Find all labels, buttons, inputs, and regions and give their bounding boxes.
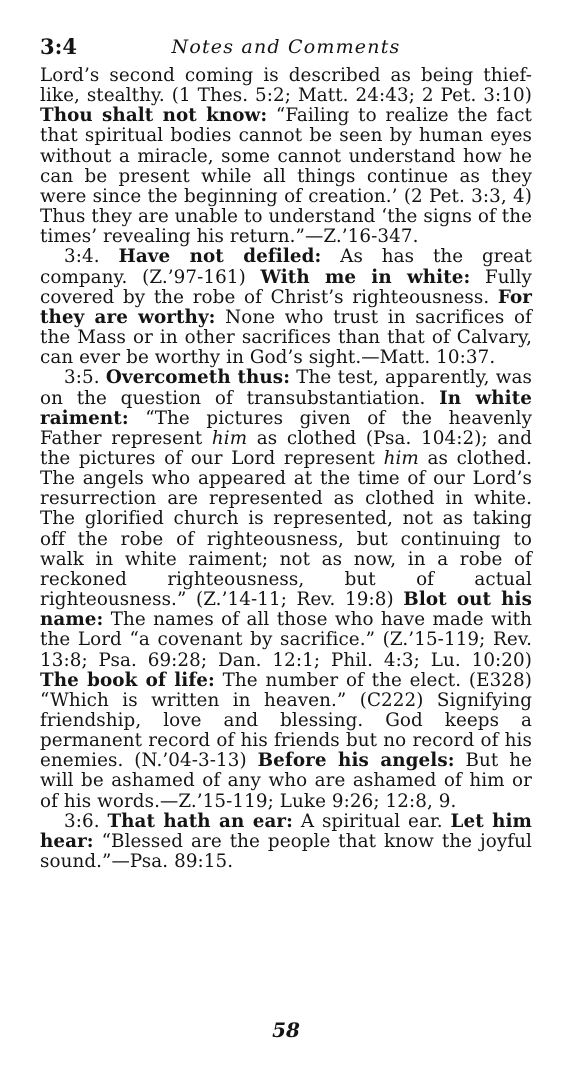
body-text-run: 3:6.	[64, 810, 108, 832]
chapter-verse-ref: 3:4	[40, 34, 77, 59]
body-text-run: But he will be ashamed of any who are ashamed of him or of his words.—Z.’15-119; Luke 9:26; 12:8, 9.	[40, 750, 532, 812]
body-text-run: None who trust in sacrifices of the Mass or in other sacrifices than that of Calvary, can ever be worthy in God’s sight.—Matt. 10:37.	[40, 306, 532, 369]
term-heading: Overcometh thus:	[105, 367, 291, 389]
body-text-run: Lord’s second coming is described as being thief-like, stealthy. (1 Thes. 5:2; Matt. 24:43; 2 Pet. 3:10)	[40, 65, 532, 107]
body-text-run: Fully covered by the robe of Christ’s righteousness.	[40, 266, 532, 308]
term-heading: Blot out his name:	[40, 589, 532, 631]
body-text-run: “Blessed are the people that know the joyful sound.”—Psa. 89:15.	[40, 830, 532, 873]
commentary-body	[40, 66, 532, 872]
term-heading: In white raiment:	[40, 387, 532, 429]
term-heading: Before his angels:	[257, 750, 455, 772]
body-text-run: The names of all those who have made with the Lord “a covenant by sacrifice.” (Z.’15-119; Rev. 13:8; Psa. 69:28; Dan. 12:1; Phil. 4:3; Lu. 10:20)	[40, 609, 532, 671]
running-title: Notes and Comments	[171, 36, 401, 58]
paragraph	[40, 368, 532, 811]
body-text-run: “The pictures given of the heavenly Father represent	[40, 407, 532, 449]
term-heading: Thou shalt not know:	[40, 105, 268, 127]
body-text-run: A spiritual ear.	[293, 810, 451, 832]
term-heading: Let him hear:	[40, 810, 532, 852]
page-number: 58	[272, 1018, 300, 1042]
emphasis-text: him	[383, 447, 419, 469]
term-heading: With me in white:	[260, 266, 471, 288]
body-text-run: as clothed. The angels who appeared at the time of our Lord’s resurrection are represented as clothed in white. The glorified church is represented, not as taking off the robe of righteousness, but continuing to walk in white raiment; not as now, in a robe of reckoned righteousness, but of actual righteousness.” (Z.’14-11; Rev. 19:8)	[40, 447, 532, 611]
body-text-run: As has the great company. (Z.’97-161)	[40, 246, 533, 288]
body-text-run: The test, apparently, was on the question of transubstantiation.	[40, 367, 532, 409]
term-heading: For they are worthy:	[40, 286, 532, 328]
term-heading: Have not defiled:	[118, 246, 322, 268]
paragraph	[40, 247, 532, 368]
paragraph	[40, 66, 532, 247]
emphasis-text: him	[211, 427, 248, 449]
running-header	[40, 34, 532, 64]
term-heading: The book of life:	[40, 669, 215, 691]
body-text-run: 3:5.	[64, 367, 106, 389]
body-text-run: as clothed (Psa. 104:2); and the pictures of our Lord represent	[40, 427, 533, 469]
body-text-run: The number of the elect. (E328) “Which is written in heaven.” (C222) Signifying friendship, love and blessing. God keeps a permanent record of his friends but no record of his enemies. (N.’04-3-13)	[40, 669, 532, 772]
paragraph	[40, 812, 532, 872]
body-text-run: 3:4.	[64, 246, 119, 268]
body-text-run: “Failing to realize the fact that spiritual bodies cannot be seen by human eyes without a miracle, some cannot understand how he can be present while all things continue as they were since the beginning of creation.’ (2 Pet. 3:3, 4) Thus they are unable to understand ‘the signs of the times’ revealing his return.”—Z.’16-347.	[40, 105, 532, 248]
term-heading: That hath an ear:	[107, 810, 294, 832]
